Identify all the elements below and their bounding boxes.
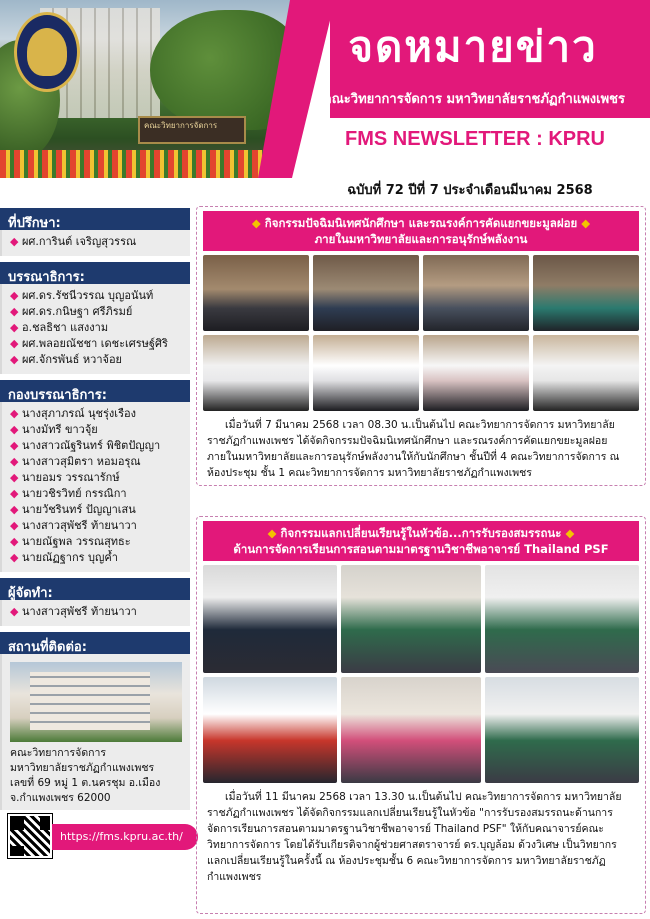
advisor-list <box>0 230 190 256</box>
sidebar <box>0 208 190 919</box>
contact-line: จ.กำแพงเพชร 62000 <box>10 792 111 804</box>
list-item-label: นางสุภาภรณ์ นุชรุ่งเรือง <box>21 407 136 420</box>
event-photo <box>341 677 481 783</box>
list-item-label: นางสาวสุมิตรา หอมอรุณ <box>21 455 141 468</box>
list-item: ◆ นางสาวสุพัชรี ท้ายนาวา <box>10 519 137 532</box>
event-photo <box>203 255 309 331</box>
list-item-label: นางมัทรี ขาวจุ้ย <box>21 423 98 436</box>
event-photo <box>203 335 309 411</box>
list-item: ◆ นายวัชรินทร์ ปัญญาเสน <box>10 503 136 516</box>
article-title-line: ด้านการจัดการเรียนการสอนตามมาตรฐานวิชาชีพอาจารย์ Thailand PSF <box>233 542 609 556</box>
faculty-subtitle: คณะวิทยาการจัดการ มหาวิทยาลัยราชภัฏกำแพงเพชร <box>323 92 625 107</box>
list-item-label: ผศ.การินต์ เจริญสุวรรณ <box>21 235 137 248</box>
qr-code-icon[interactable] <box>8 814 52 858</box>
list-item: ◆ ผศ.ดร.รัชนีวรรณ บุญอนันท์ <box>10 289 154 302</box>
list-item: ◆ นางสาวสุมิตรา หอมอรุณ <box>10 455 141 468</box>
list-item: ◆ นายวชิรวิทย์ กรรณิกา <box>10 487 127 500</box>
faculty-building-photo <box>10 662 182 742</box>
event-photo <box>533 255 639 331</box>
list-item-label: นายวชิรวิทย์ กรรณิกา <box>21 487 127 500</box>
list-item-label: นางสาวสุพัชรี ท้ายนาวา <box>21 519 137 532</box>
diamond-icon: ◆ <box>267 526 277 540</box>
advisor-section <box>0 208 190 256</box>
list-item-label: นางสาวสุพัชรี ท้ายนาวา <box>21 605 137 618</box>
faculty-sign: คณะวิทยาการจัดการ <box>138 116 246 144</box>
article-psf-workshop <box>196 516 646 914</box>
list-item: ◆ ผศ.จักรพันธ์ หวาจ้อย <box>10 353 122 366</box>
article-title-line: กิจกรรมปัจฉิมนิเทศนักศึกษา และรณรงค์การคัดแยกขยะมูลฝอย <box>264 216 578 230</box>
section-heading: ผู้จัดทำ: <box>0 578 190 600</box>
list-item-label: ผศ.จักรพันธ์ หวาจ้อย <box>21 353 122 366</box>
list-item-label: ผศ.ดร.กนิษฐา ศรีภิรมย์ <box>21 305 133 318</box>
newsletter-name: FMS NEWSLETTER : KPRU <box>345 128 605 150</box>
list-item-label: นายวัชรินทร์ ปัญญาเสน <box>21 503 136 516</box>
list-item: ◆ นายณัฏฐากร บุญค้ำ <box>10 551 118 564</box>
article-title <box>203 521 639 561</box>
list-item: ◆ นายอมร วรรณารักษ์ <box>10 471 120 484</box>
event-photo <box>313 335 419 411</box>
issue-info: ฉบับที่ 72 ปีที่ 7 ประจำเดือนมีนาคม 2568 <box>347 183 593 198</box>
list-item: ◆ ผศ.พลอยณัชชา เดชะเศรษฐ์ศิริ <box>10 337 168 350</box>
event-photo <box>203 677 337 783</box>
contact-section <box>0 632 190 862</box>
event-photo <box>423 335 529 411</box>
list-item-label: นางสาวณัฐรินทร์ พิชิตปัญญา <box>21 439 161 452</box>
list-item: ◆ ผศ.ดร.กนิษฐา ศรีภิรมย์ <box>10 305 133 318</box>
list-item: ◆ นางสาวสุพัชรี ท้ายนาวา <box>10 605 137 618</box>
event-photo <box>485 677 639 783</box>
list-item: ◆ นางสาวณัฐรินทร์ พิชิตปัญญา <box>10 439 161 452</box>
contact-line: คณะวิทยาการจัดการ <box>10 747 107 759</box>
event-photo <box>423 255 529 331</box>
editorial-section <box>0 380 190 572</box>
list-item-label: นายณัฐพล วรรณสุทธะ <box>21 535 131 548</box>
list-item: ◆ ผศ.การินต์ เจริญสุวรรณ <box>10 235 137 248</box>
section-heading: บรรณาธิการ: <box>0 262 190 284</box>
photo-grid <box>203 565 639 783</box>
section-heading: สถานที่ติดต่อ: <box>0 632 190 654</box>
diamond-icon: ◆ <box>565 526 575 540</box>
newsletter-title: จดหมายข่าว <box>348 22 598 71</box>
list-item-label: ผศ.ดร.รัชนีวรรณ บุญอนันท์ <box>21 289 154 302</box>
executive-list <box>0 284 190 374</box>
article-body: เมื่อวันที่ 11 มีนาคม 2568 เวลา 13.30 น.เป็นต้นไป คณะวิทยาการจัดการ มหาวิทยาลัยราชภัฏกำแพงเพชร ได้จัดกิจกรรมแลกเปลี่ยนเรียนรู้ในหัวข้อ "การรับรองสมรรถนะด้านการจัดการเรียนการสอนตามมาตรฐานวิชาชีพอาจารย์ Thailand PSF" ให้กับคณาจารย์คณะวิทยาการจัดการ โดยได้รับเกียรติจากผู้ช่วยศาสตราจารย์ ดร.บุญล้อม ด้วงวิเศษ เป็นวิทยากรแลกเปลี่ยนเรียนรู้ในครั้งนี้ ณ ห้องประชุมชั้น 6 คณะวิทยาการจัดการ มหาวิทยาลัยราชภัฏกำแพงเพชร <box>207 791 622 883</box>
event-photo <box>203 565 337 673</box>
list-item-label: นายอมร วรรณารักษ์ <box>21 471 120 484</box>
list-item: ◆ นางมัทรี ขาวจุ้ย <box>10 423 98 436</box>
list-item: ◆ นายณัฐพล วรรณสุทธะ <box>10 535 131 548</box>
list-item-label: นายณัฏฐากร บุญค้ำ <box>21 551 118 564</box>
contact-line: เลขที่ 69 หมู่ 1 ต.นครชุม อ.เมือง <box>10 777 161 789</box>
contact-line: มหาวิทยาลัยราชภัฏกำแพงเพชร <box>10 762 155 774</box>
section-heading: ที่ปรึกษา: <box>0 208 190 230</box>
list-item-label: อ.ชลธิชา แสงงาม <box>21 321 109 334</box>
event-photo <box>485 565 639 673</box>
list-item-label: ผศ.พลอยณัชชา เดชะเศรษฐ์ศิริ <box>21 337 168 350</box>
article-title-line: กิจกรรมแลกเปลี่ยนเรียนรู้ในหัวข้อ...การรับรองสมรรถนะ <box>280 526 562 540</box>
list-item: ◆ อ.ชลธิชา แสงงาม <box>10 321 109 334</box>
main-content <box>196 206 646 914</box>
editorial-list <box>0 402 190 572</box>
article-orientation <box>196 206 646 486</box>
list-item: ◆ นางสุภาภรณ์ นุชรุ่งเรือง <box>10 407 136 420</box>
event-photo <box>533 335 639 411</box>
event-photo <box>341 565 481 673</box>
university-logo <box>14 12 80 92</box>
flower-bed-image <box>0 150 300 178</box>
diamond-icon: ◆ <box>581 216 591 230</box>
article-title <box>203 211 639 251</box>
section-heading: กองบรรณาธิการ: <box>0 380 190 402</box>
producer-list <box>0 600 190 626</box>
event-photo <box>313 255 419 331</box>
contact-body <box>0 654 190 810</box>
executive-section <box>0 262 190 374</box>
producer-section <box>0 578 190 626</box>
article-title-line: ภายในมหาวิทยาลัยและการอนุรักษ์พลังงาน <box>314 232 528 246</box>
contact-footer <box>0 814 190 862</box>
article-body: เมื่อวันที่ 7 มีนาคม 2568 เวลา 08.30 น.เป็นต้นไป คณะวิทยาการจัดการ มหาวิทยาลัยราชภัฏกำแพงเพชร ได้จัดกิจกรรมปัจฉิมนิเทศนักศึกษา และรณรงค์การคัดแยกขยะมูลฝอยภายในมหาวิทยาลัยและการอนุรักษ์พลังงานให้กับนักศึกษา ชั้นปีที่ 4 คณะวิทยาการจัดการ ณ ห้องประชุม ชั้น 1 คณะวิทยาการจัดการ มหาวิทยาลัยราชภัฏกำแพงเพชร <box>207 419 620 479</box>
newsletter-header <box>0 0 650 178</box>
diamond-icon: ◆ <box>251 216 261 230</box>
photo-grid <box>203 255 639 411</box>
website-link[interactable]: https://fms.kpru.ac.th/ <box>52 824 198 850</box>
